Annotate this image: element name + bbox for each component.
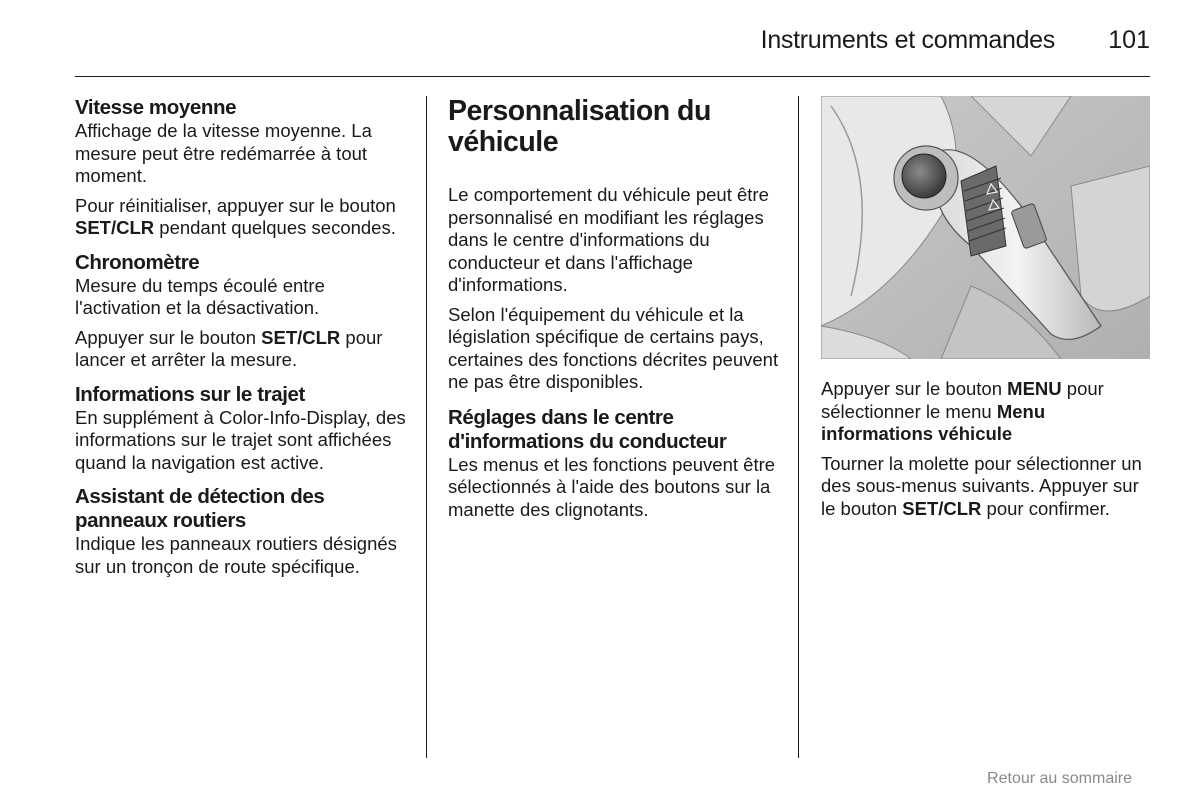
heading-assistant-panneaux: Assistant de détection des panneaux routiers	[75, 485, 325, 532]
section-assistant-panneaux	[75, 485, 410, 578]
paragraph: Indique les panneaux routiers désignés sur un tronçon de route spécifique.	[75, 533, 397, 577]
heading-chronometre: Chronomètre	[75, 250, 200, 274]
menu-name: Menu informations véhicule	[821, 400, 1046, 444]
column-left	[75, 96, 410, 589]
stalk-icon	[821, 96, 1150, 359]
section-informations-trajet	[75, 383, 410, 475]
button-name: SET/CLR	[902, 497, 982, 519]
heading-vitesse-moyenne: Vitesse moyenne	[75, 96, 237, 119]
paragraph: En supplément à Color-Info-Display, des informations sur le trajet sont affichées quand la navigation est active.	[75, 406, 406, 473]
button-name: SET/CLR	[261, 326, 341, 348]
column-divider	[426, 96, 427, 758]
button-name: SET/CLR	[75, 217, 155, 238]
heading-informations-trajet: Informations sur le trajet	[75, 382, 305, 406]
paragraph: Appuyer sur le bouton SET/CLR pour lancer et arrêter la mesure.	[75, 326, 383, 370]
section-chronometre	[75, 251, 410, 372]
back-to-contents-link[interactable]: Retour au sommaire	[987, 770, 1132, 787]
turn-signal-stalk-illustration	[821, 96, 1150, 359]
header-rule	[75, 76, 1150, 77]
paragraph: Pour réinitialiser, appuyer sur le bouton SET/CLR pendant quelques secondes.	[75, 194, 396, 238]
paragraph: Tourner la molette pour sélectionner un des sous-menus suivants. Appuyer sur le bouton SET/CLR pour confirmer.	[821, 452, 1142, 519]
heading-personnalisation: Personnalisation du véhicule	[448, 95, 711, 158]
page-number: 101	[1108, 26, 1150, 54]
section-title: Instruments et commandes	[760, 26, 1055, 54]
paragraph: Affichage de la vitesse moyenne. La mesure peut être redémarrée à tout moment.	[75, 120, 372, 186]
button-name: MENU	[1007, 378, 1062, 399]
column-divider	[798, 96, 799, 758]
column-middle	[448, 96, 783, 532]
paragraph: Mesure du temps écoulé entre l'activation et la désactivation.	[75, 274, 325, 318]
paragraph: Les menus et les fonctions peuvent être sélectionnés à l'aide des boutons sur la manette des clignotants.	[448, 453, 776, 520]
heading-reglages: Réglages dans le centre d'informations du conducteur	[448, 405, 727, 453]
paragraph: Le comportement du véhicule peut être personnalisé en modifiant les réglages dans le centre d'informations du conducteur et dans l'affichage d'informations.	[448, 184, 769, 295]
paragraph: Selon l'équipement du véhicule et la législation spécifique de certains pays, certaines des fonctions décrites peuvent ne pas être disponibles.	[448, 303, 779, 392]
paragraph: Appuyer sur le bouton MENU pour sélectionner le menu Menu informations véhicule	[821, 378, 1104, 444]
section-vitesse-moyenne	[75, 96, 410, 240]
page-header	[75, 26, 1150, 56]
column-right	[821, 378, 1151, 527]
section-reglages	[448, 406, 783, 522]
